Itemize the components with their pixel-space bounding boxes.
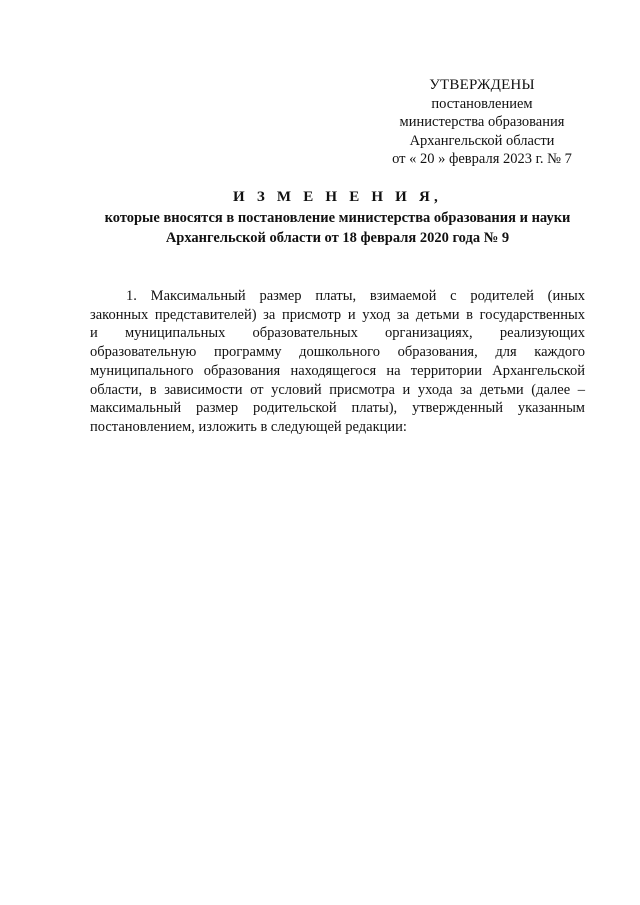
approval-line-3: Архангельской области [409, 132, 555, 149]
approval-stamp [372, 76, 592, 169]
paragraph-line: 1. Максимальный размер платы, взимаемой с родителей (иных [126, 288, 585, 304]
document-title: И З М Е Н Е Н И Я, [233, 189, 442, 205]
paragraph-1 [90, 287, 585, 437]
paragraph-line: и муниципальных образовательных организациях, реализующих [90, 325, 585, 342]
paragraph-line: образовательную программу дошкольного образования, для каждого [90, 344, 585, 361]
approval-line-1: постановлением [431, 95, 533, 112]
paragraph-line: максимальный размер родительской платы), утвержденный указанным [90, 400, 585, 417]
approval-line-2: министерства образования [399, 114, 565, 131]
document-heading [60, 187, 615, 248]
approval-title: УТВЕРЖДЕНЫ [429, 77, 535, 93]
paragraph-line: области, в зависимости от условий присмотра и ухода за детьми (далее – [90, 381, 585, 398]
paragraph-line: муниципального образования находящегося на территории Архангельской [90, 362, 585, 379]
document-subtitle-line-1: которые вносятся в постановление министерства образования и науки [104, 210, 571, 226]
approval-line-4: от « 20 » февраля 2023 г. № 7 [392, 151, 572, 168]
document-subtitle-line-2: Архангельской области от 18 февраля 2020 года № 9 [165, 230, 510, 246]
paragraph-line: постановлением, изложить в следующей редакции: [90, 418, 407, 435]
paragraph-line: законных представителей) за присмотр и уход за детьми в государственных [90, 306, 585, 323]
